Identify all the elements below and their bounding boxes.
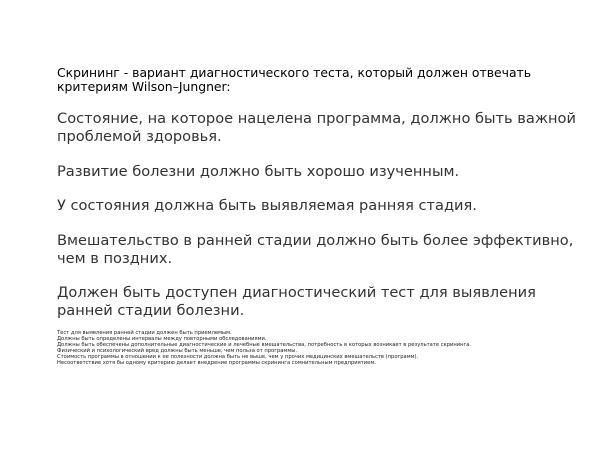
criterion-4: Вмешательство в ранней стадии должно быть более эффективно, чем в поздних. — [57, 231, 574, 267]
criterion-3: У состояния должна быть выявляемая ранняя стадия. — [57, 197, 477, 214]
criteria-list — [57, 110, 577, 320]
note-5: Стоимость программы в отношении к ее полезности должна быть не выше, чем у прочих медицинских вмешательств (программ). — [57, 354, 419, 361]
note-3: Должны быть обеспечены дополнительные диагностические и лечебные вмешательства, потребность в которых возникает в результате скрининга. — [57, 342, 472, 349]
footnotes — [57, 330, 587, 367]
slide-heading — [57, 66, 577, 94]
criterion-5: Должен быть доступен диагностический тест для выявления ранней стадии болезни. — [57, 284, 536, 319]
heading-line-2: критериям Wilson–Jungner: — [57, 79, 231, 94]
criterion-1: Состояние, на которое нацелена программа, должно быть важной проблемой здоровья. — [57, 110, 576, 145]
heading-line-1: Скрининг - вариант диагностического теста, который должен отвечать — [57, 65, 532, 80]
criterion-2: Развитие болезни должно быть хорошо изученным. — [57, 162, 460, 180]
note-1: Тест для выявления ранней стадии должен быть приемлемым. — [57, 330, 232, 336]
note-2: Должны быть определены интервалы между повторными обследованиями. — [57, 336, 267, 343]
note-4: Физический и психологический вред должны быть меньше, чем польза от программы. — [57, 348, 297, 355]
note-6: Несоответствие хотя бы одному критерию делает внедрение программы скрининга сомнительным предприятием. — [57, 360, 376, 367]
